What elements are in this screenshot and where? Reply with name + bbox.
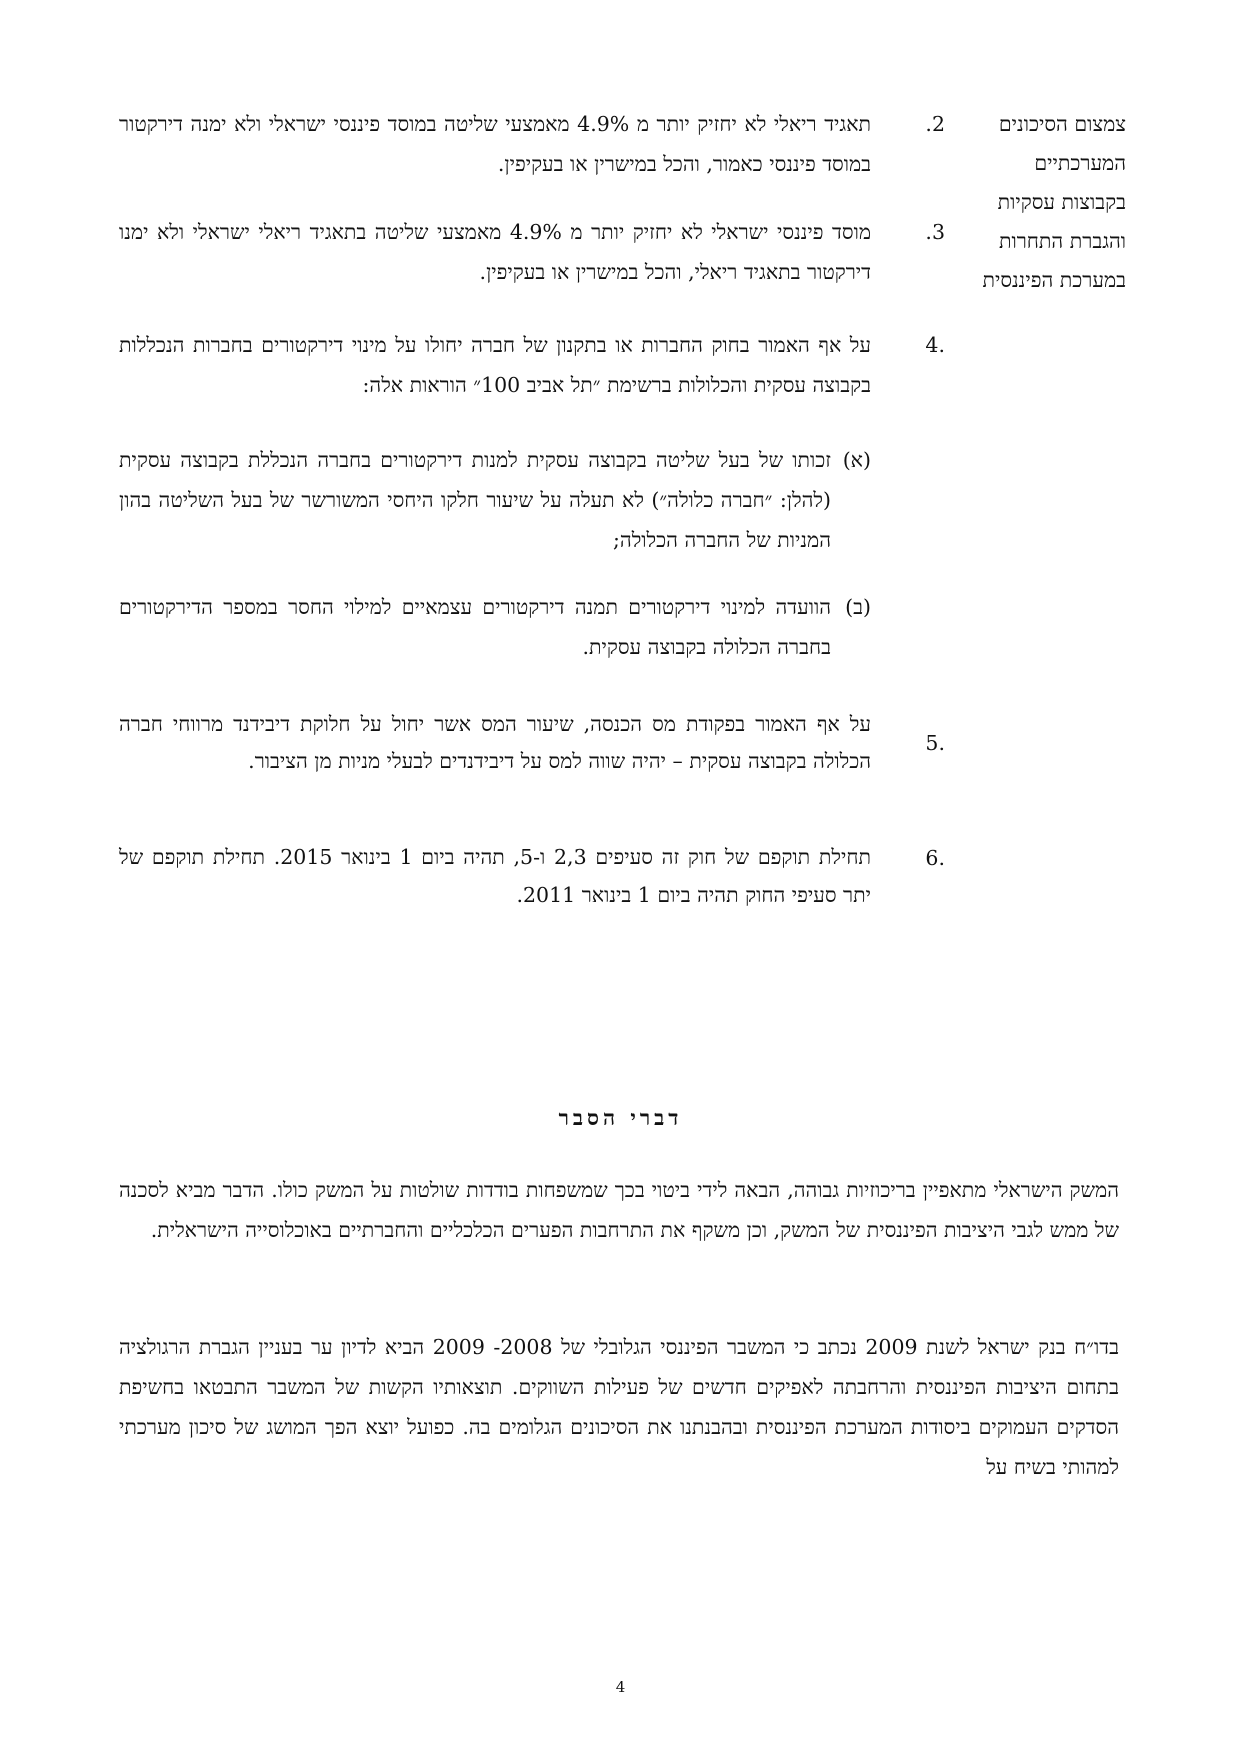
explanation-paragraph-2: בדו״ח בנק ישראל לשנת 2009 נכתב כי המשבר הפיננסי הגלובלי של 2008- 2009 הביא לדיון ער בעניין הגברת הרגולציה בתחום היציבות הפיננסית והרחבתה לאפיקים חדשים של פעילות השווקים. תוצאותיו הקשות של המשבר התבטאו בחשיפת הסדקים העמוקים ביסודות המערכת הפיננסית ובהבנתנו את הסיכונים הגלומים בה. כפועל יוצא הפך המושג של סיכון מערכתי למהותי בשיח על — [119, 1335, 1120, 1479]
side-heading-line: בקבוצות עסקיות — [997, 190, 1126, 214]
section-2-text: תאגיד ריאלי לא יחזיק יותר מ 4.9% מאמצעי שליטה במוסד פיננסי ישראלי ולא ימנה דירקטור במוסד פיננסי כאמור, והכל במישרין או בעקיפין. — [119, 112, 871, 176]
section-3-number: 3. — [925, 220, 945, 244]
page-number: 4 — [615, 1678, 626, 1696]
section-4-item-b-text: הוועדה למינוי דירקטורים תמנה דירקטורים עצמאיים למילוי החסר במספר הדירקטורים בחברה הכלולה בקבוצה עסקית. — [119, 595, 831, 659]
section-2-number: 2. — [925, 112, 945, 136]
explanation-heading: דברי הסבר — [558, 1105, 683, 1130]
section-4-number: .4 — [925, 333, 945, 357]
section-6-number: .6 — [925, 846, 945, 870]
section-5-number: .5 — [925, 731, 945, 755]
side-heading-line: צמצום הסיכונים — [998, 112, 1126, 136]
section-3-text: מוסד פיננסי ישראלי לא יחזיק יותר מ 4.9% מאמצעי שליטה בתאגיד ריאלי ישראלי ולא ימנו דירקטור בתאגיד ריאלי, והכל במישרין או בעקיפין. — [119, 220, 871, 284]
side-heading-line: והגברת התחרות — [998, 229, 1126, 253]
section-4-item-a-label: (א) — [842, 448, 871, 472]
section-4-item-b-label: (ב) — [845, 595, 871, 619]
section-6-text: תחילת תוקפם של חוק זה סעיפים 2,3 ו-5, תהיה ביום 1 בינואר 2015. תחילת תוקפם של יתר סעיפי החוק תהיה ביום 1 בינואר 2011. — [119, 845, 871, 907]
side-heading-line: המערכתיים — [1034, 151, 1126, 175]
section-5-text: על אף האמור בפקודת מס הכנסה, שיעור המס אשר יחול על חלוקת דיבידנד מרווחי חברה הכלולה בקבוצה עסקית – יהיה שווה למס על דיבידנדים לבעלי מניות מן הציבור. — [119, 712, 871, 773]
side-heading-line: במערכת הפיננסית — [982, 268, 1126, 292]
side-heading — [966, 108, 1126, 297]
section-4-text: על אף האמור בחוק החברות או בתקנון של חברה יחולו על מינוי דירקטורים בחברות הנכללות בקבוצה עסקית והכלולות ברשימת ״תל אביב 100״ הוראות אלה: — [119, 333, 871, 397]
section-4-item-a-text: זכותו של בעל שליטה בקבוצה עסקית למנות דירקטורים בחברה הנכללת בקבוצה עסקית (להלן: ״חברה כלולה״) לא תעלה על שיעור חלקו היחסי המשורשר של בעל השליטה בהון המניות של החברה הכלולה; — [119, 448, 831, 552]
explanation-paragraph-1: המשק הישראלי מתאפיין בריכוזיות גבוהה, הבאה לידי ביטוי בכך שמשפחות בודדות שולטות על המשק כולו. הדבר מביא לסכנה של ממש לגבי היציבות הפיננסית של המשק, וכן משקף את התרחבות הפערים הכלכליים והחברתיים באוכלוסייה הישראלית. — [119, 1178, 1119, 1242]
